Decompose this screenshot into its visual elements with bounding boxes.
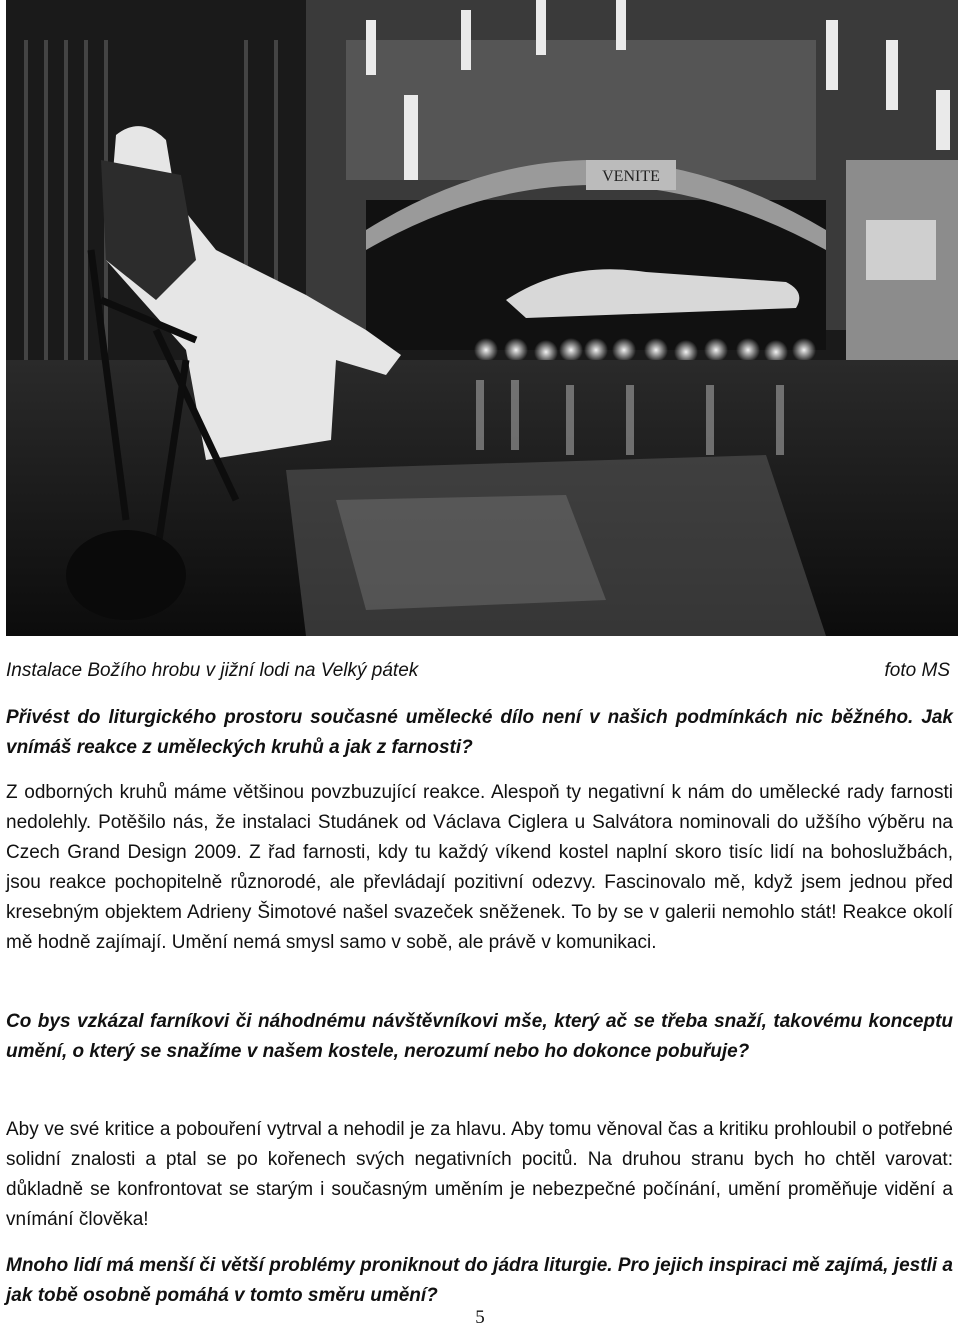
interview-question-3: Mnoho lidí má menší či větší problémy proniknout do jádra liturgie. Pro jejich inspiraci mě zajímá, jestli a jak tobě osobně pomáhá v tomto směru umění?	[6, 1255, 953, 1306]
venite-inscription: VENITE	[602, 168, 660, 185]
interview-question-2: Co bys vzkázal farníkovi či náhodnému návštěvníkovi mše, který ač se třeba snaží, takovému konceptu umění, o který se snažíme v našem kostele, nerozumí nebo ho dokonce pobuřuje?	[6, 1011, 953, 1062]
photo-caption: Instalace Božího hrobu v jižní lodi na Velký pátek	[6, 660, 419, 681]
interview-answer-2: Aby ve své kritice a pobouření vytrval a nehodil je za hlavu. Aby tomu věnoval čas a kritiku prohloubil o potřebné solidní znalosti a ptal se po kořenech svých negativních pocitů. Na druhou stranu bych ho chtěl varovat: důkladně se konfrontovat se starým i současným uměním je nebezpečné počínání, umění proměňuje vidění a vnímání člověka!	[6, 1119, 953, 1230]
page-number: 5	[475, 1307, 485, 1328]
interview-answer-1: Z odborných kruhů máme většinou povzbuzující reakce. Alespoň ty negativní k nám do umělecké rady farnosti nedolehly. Potěšilo nás, že instalaci Studánek od Václava Ciglera u Salvátora nominovali do užšího výběru na Czech Grand Design 2009. Z řad farnosti, kdy tu každý víkend kostel naplní skoro tisíc lidí na bohoslužbách, jsou reakce pochopitelně různorodé, ale převládají pozitivní odezvy. Fascinovalo mě, když jsem jednou před kresebným objektem Adrieny Šimotové našel svazeček sněženek. To by se v galerii nemohlo stát! Reakce okolí mě hodně zajímají. Umění nemá smysl samo v sobě, ale právě v komunikaci.	[6, 782, 953, 953]
photo-credit: foto MS	[884, 660, 950, 681]
church-photo	[6, 0, 958, 636]
interview-question-1: Přivést do liturgického prostoru současné umělecké dílo není v našich podmínkách nic běžného. Jak vnímáš reakce z uměleckých kruhů a jak z farnosti?	[6, 707, 953, 758]
